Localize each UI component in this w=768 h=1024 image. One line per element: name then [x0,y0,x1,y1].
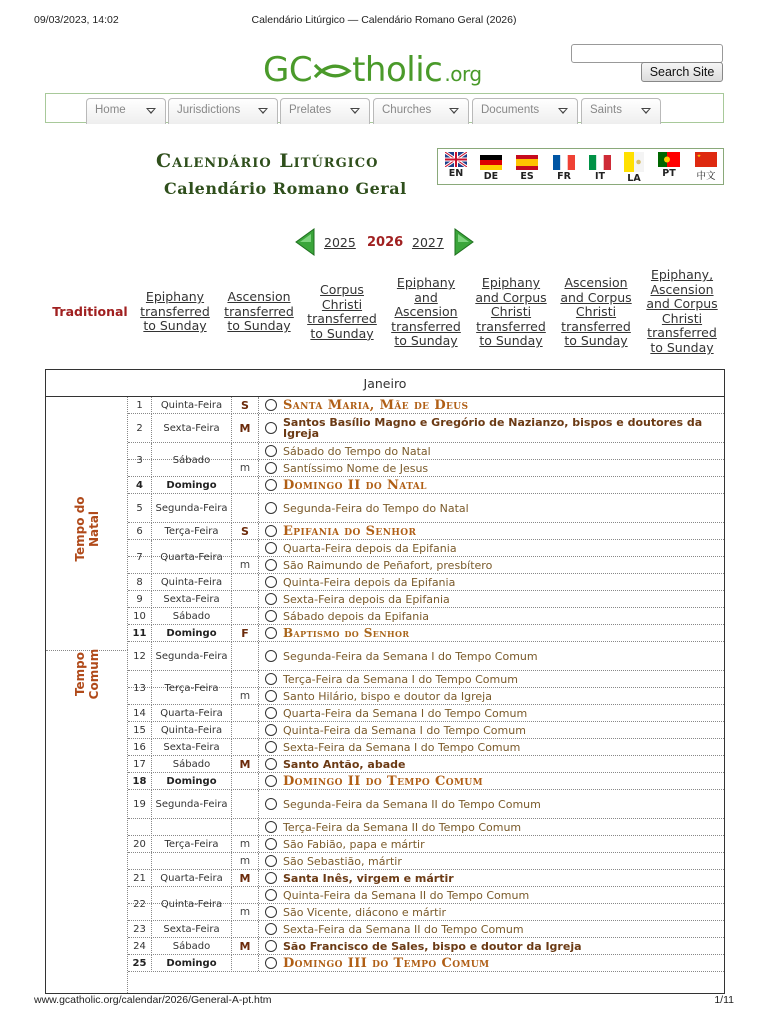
liturgical-color-circle-icon [265,542,277,554]
rank-code: m [232,853,259,869]
liturgical-color-circle-icon [265,923,277,935]
weekday: Domingo [152,773,232,790]
lang-code: 中文 [696,171,716,182]
celebration-name[interactable]: Sábado depois da Epifania [283,609,429,623]
rank-code: m [232,460,259,476]
weekday: Segunda-Feira [152,790,232,819]
rank-code: m [232,836,259,852]
season-christmas [46,397,128,650]
liturgical-color-circle-icon [265,593,277,605]
date-number: 23 [128,921,152,938]
year-current: 2026 [367,235,404,250]
weekday: Terça-Feira [152,523,232,540]
weekday: Sexta-Feira [152,591,232,608]
variant-epiphany-link[interactable]: Epiphany transferred to Sunday [140,289,210,334]
year-prev-link[interactable]: 2025 [324,235,356,250]
liturgical-color-circle-icon [265,889,277,901]
calendar-row [128,523,724,540]
rank-code: m [232,904,259,920]
liturgical-color-circle-icon [265,502,277,514]
nav-label: Jurisdictions [177,104,241,116]
page-title: Calendário Litúrgico [156,150,379,172]
calendar-row [128,671,724,694]
celebration-name[interactable]: Terça-Feira da Semana I do Tempo Comum [283,672,518,686]
celebration-name[interactable]: Santo Antão, abade [283,757,406,771]
nav-label: Prelates [289,104,332,116]
date-number: 6 [128,523,152,540]
rank-code: M [232,870,259,886]
chevron-down-icon [350,108,360,114]
rank-code: M [232,756,259,772]
rank-code [232,494,259,522]
celebration-cell[interactable] [259,477,724,493]
rank-code [232,671,259,687]
rank-code: S [232,397,259,413]
previous-year-arrow-icon[interactable] [294,228,316,256]
variant-corpus-christi-link[interactable]: Corpus Christi transferred to Sunday [307,282,377,341]
celebration-name[interactable]: Domingo II do Tempo Comum [283,773,484,789]
logo-text-right: tholic [352,50,443,90]
date-number: 17 [128,756,152,773]
liturgical-color-circle-icon [265,445,277,457]
date-number: 14 [128,705,152,722]
nav-jurisdictions[interactable] [168,98,278,124]
rank-code: S [232,523,259,539]
celebration-cell[interactable] [259,938,724,954]
lang-code: DE [483,171,499,182]
weekday: Domingo [152,625,232,642]
celebration-cell[interactable] [259,853,724,869]
weekday: Quinta-Feira [152,397,232,414]
chevron-down-icon [258,108,268,114]
date-number: 25 [128,955,152,972]
chevron-down-icon [558,108,568,114]
date-number: 1 [128,397,152,414]
celebration-cell[interactable] [259,722,724,738]
rank-code [232,443,259,459]
celebration-cell[interactable] [259,819,724,835]
china-flag-icon [695,152,717,167]
date-number: 8 [128,574,152,591]
rank-code [232,887,259,903]
celebration-cell[interactable] [259,790,724,818]
rank-code [232,540,259,556]
logo-org: .org [444,62,482,86]
celebration-name[interactable]: Quinta-Feira da Semana I do Tempo Comum [283,723,526,737]
celebration-name[interactable]: São Francisco de Sales, bispo e doutor da Igreja [283,939,582,953]
liturgical-color-circle-icon [265,690,277,702]
weekday: Quinta-Feira [152,722,232,739]
celebration-name[interactable]: São Sebastião, mártir [283,854,402,868]
weekday: Domingo [152,477,232,494]
date-number: 7 [128,540,152,574]
weekday: Quinta-Feira [152,574,232,591]
liturgical-color-circle-icon [265,775,277,787]
liturgical-color-circle-icon [265,627,277,639]
rank-code [232,574,259,590]
calendar-table [45,369,725,994]
liturgical-color-circle-icon [265,673,277,685]
celebration-name[interactable]: Santa Maria, Mãe de Deus [283,397,469,413]
liturgical-color-circle-icon [265,957,277,969]
weekday: Sexta-Feira [152,739,232,756]
celebration-name[interactable]: Domingo II do Natal [283,477,427,493]
celebration-name[interactable]: Santos Basílio Magno e Gregório de Nazianzo, bispos e doutores da Igreja [283,416,703,440]
variant-ascension-link[interactable]: Ascension transferred to Sunday [224,289,294,334]
season-ordinary [46,650,128,994]
nav-label: Churches [382,104,432,116]
celebration-name[interactable]: Santíssimo Nome de Jesus [283,461,429,475]
weekday: Sexta-Feira [152,921,232,938]
liturgical-color-circle-icon [265,798,277,810]
rank-code [232,790,259,818]
lang-de[interactable] [476,155,506,182]
celebration-cell[interactable] [259,671,724,687]
weekday: Quinta-Feira [152,887,232,921]
season-label: Tempo Comum [73,648,101,700]
calendar-row [128,397,724,414]
season-label: Tempo do Natal [73,496,101,562]
weekday: Quarta-Feira [152,540,232,574]
calendar-row [128,705,724,722]
liturgical-color-circle-icon [265,610,277,622]
celebration-cell[interactable] [259,625,724,641]
variant-traditional: Traditional [52,304,128,319]
nav-churches[interactable] [373,98,469,124]
celebration-cell[interactable] [259,705,724,721]
print-datetime: 09/03/2023, 14:02 [34,14,119,26]
weekday: Terça-Feira [152,671,232,705]
next-year-arrow-icon[interactable] [453,228,475,256]
calendar-row [128,756,724,773]
print-page-number: 1/11 [714,994,734,1006]
lang-code: IT [594,171,605,182]
print-url: www.gcatholic.org/calendar/2026/General-A-pt.htm [34,994,272,1006]
rank-code [232,642,259,670]
celebration-name[interactable]: São Raimundo de Peñafort, presbítero [283,558,493,572]
celebration-name[interactable]: Baptismo do Senhor [283,625,410,640]
germany-flag-icon [480,155,502,170]
celebration-cell[interactable] [259,397,724,413]
celebration-cell[interactable] [259,642,724,670]
vatican-flag-icon [624,152,644,172]
celebration-name[interactable]: Santo Hilário, bispo e doutor da Igreja [283,689,492,703]
nav-home[interactable] [86,98,166,124]
weekday: Sexta-Feira [152,414,232,443]
lang-it[interactable] [585,155,615,182]
print-doc-title: Calendário Litúrgico — Calendário Romano Geral (2026) [251,14,517,26]
spain-flag-icon [516,155,538,170]
liturgical-color-circle-icon [265,462,277,474]
celebration-cell[interactable] [259,608,724,624]
nav-label: Home [95,104,126,116]
weekday: Quarta-Feira [152,870,232,887]
site-logo[interactable] [263,50,482,94]
celebration-cell[interactable] [259,773,724,789]
rank-code [232,921,259,937]
celebration-name[interactable]: Segunda-Feira do Tempo do Natal [283,501,469,515]
calendar-row [128,887,724,910]
celebration-cell[interactable] [259,921,724,937]
liturgical-color-circle-icon [265,821,277,833]
celebration-name[interactable]: Quarta-Feira da Semana I do Tempo Comum [283,706,528,720]
celebration-name[interactable]: Santa Inês, virgem e mártir [283,871,454,885]
date-number: 12 [128,642,152,671]
liturgical-color-circle-icon [265,724,277,736]
date-number: 10 [128,608,152,625]
celebration-cell[interactable] [259,887,724,903]
rank-code: m [232,557,259,573]
celebration-name[interactable]: Epifania do Senhor [283,523,417,539]
lang-code: EN [448,168,464,179]
date-number: 16 [128,739,152,756]
calendar-row [128,790,724,819]
liturgical-color-circle-icon [265,872,277,884]
calendar-row [128,870,724,887]
nav-prelates[interactable] [280,98,370,124]
liturgical-color-circle-icon [265,741,277,753]
rank-code [232,773,259,789]
celebration-cell[interactable] [259,955,724,971]
date-number: 22 [128,887,152,921]
weekday: Sábado [152,443,232,477]
ichthys-icon [312,59,352,83]
liturgical-color-circle-icon [265,838,277,850]
rank-code [232,477,259,493]
celebration-cell[interactable] [259,836,724,852]
logo-text-left: GC [263,50,313,90]
lang-es[interactable] [512,155,542,182]
search-input[interactable] [571,44,723,63]
date-number: 3 [128,443,152,477]
calendar-row [128,494,724,523]
weekday: Sábado [152,756,232,773]
uk-flag-icon [445,152,467,167]
italy-flag-icon [589,155,611,170]
weekday: Sábado [152,938,232,955]
rank-code [232,591,259,607]
liturgical-color-circle-icon [265,855,277,867]
celebration-name[interactable]: São Fabião, papa e mártir [283,837,425,851]
celebration-cell[interactable] [259,557,724,573]
celebration-cell[interactable] [259,443,724,459]
rank-code [232,722,259,738]
weekday: Segunda-Feira [152,494,232,523]
lang-zh[interactable] [691,152,721,182]
calendar-variants [0,268,768,358]
rank-code [232,819,259,835]
celebration-cell[interactable] [259,688,724,704]
nav-label: Documents [481,104,540,116]
year-navigation [0,228,768,258]
rank-code: M [232,938,259,954]
lang-la[interactable] [619,152,649,184]
nav-saints[interactable] [581,98,661,124]
celebration-name[interactable]: Sexta-Feira da Semana I do Tempo Comum [283,740,521,754]
rank-code: m [232,688,259,704]
calendar-row [128,773,724,790]
calendar-row [128,477,724,494]
year-next-link[interactable]: 2027 [412,235,444,250]
celebration-cell[interactable] [259,591,724,607]
date-number: 9 [128,591,152,608]
calendar-row [128,955,724,972]
search-site-button[interactable]: Search Site [641,62,723,82]
celebration-name[interactable]: Sexta-Feira depois da Epifania [283,592,450,606]
chevron-down-icon [449,108,459,114]
celebration-cell[interactable] [259,904,724,920]
date-number: 20 [128,819,152,870]
calendar-row [128,608,724,625]
calendar-row [128,921,724,938]
rank-code: F [232,625,259,641]
date-number: 4 [128,477,152,494]
celebration-cell[interactable] [259,523,724,539]
weekday: Quarta-Feira [152,705,232,722]
liturgical-color-circle-icon [265,906,277,918]
liturgical-color-circle-icon [265,940,277,952]
variant-all-transferred-link[interactable]: Epiphany, Ascension and Corpus Christi transferred to Sunday [646,267,718,355]
rank-code [232,608,259,624]
calendar-row [128,739,724,756]
calendar-row [128,414,724,443]
celebration-name[interactable]: Sábado do Tempo do Natal [283,444,431,458]
weekday: Sábado [152,608,232,625]
celebration-cell[interactable] [259,540,724,556]
celebration-name[interactable]: Quarta-Feira depois da Epifania [283,541,457,555]
language-selector [437,148,724,185]
rank-code [232,705,259,721]
nav-documents[interactable] [472,98,578,124]
nav-label: Saints [590,104,622,116]
celebration-cell[interactable] [259,414,724,442]
liturgical-color-circle-icon [265,559,277,571]
chevron-down-icon [641,108,651,114]
celebration-cell[interactable] [259,756,724,772]
celebration-cell[interactable] [259,574,724,590]
rank-code [232,739,259,755]
date-number: 19 [128,790,152,819]
weekday: Terça-Feira [152,819,232,870]
liturgical-color-circle-icon [265,422,277,434]
date-number: 13 [128,671,152,705]
celebration-name[interactable]: Quinta-Feira depois da Epifania [283,575,456,589]
lang-code: LA [627,173,641,184]
celebration-cell[interactable] [259,460,724,476]
month-header: Janeiro [46,370,724,397]
celebration-name[interactable]: Segunda-Feira da Semana II do Tempo Comum [283,797,541,811]
lang-pt[interactable] [654,152,684,179]
celebration-name[interactable]: Domingo III do Tempo Comum [283,955,490,971]
celebration-name[interactable]: São Vicente, diácono e mártir [283,905,447,919]
calendar-row [128,722,724,739]
calendar-row [128,938,724,955]
celebration-cell[interactable] [259,494,724,522]
portugal-flag-icon [658,152,680,167]
celebration-name[interactable]: Terça-Feira da Semana II do Tempo Comum [283,820,522,834]
liturgical-color-circle-icon [265,479,277,491]
celebration-cell[interactable] [259,739,724,755]
date-number: 21 [128,870,152,887]
variant-epiphany-corpus-link[interactable]: Epiphany and Corpus Christi transferred to Sunday [475,275,547,349]
rank-code: M [232,414,259,442]
rank-code [232,955,259,971]
date-number: 15 [128,722,152,739]
liturgical-color-circle-icon [265,576,277,588]
liturgical-color-circle-icon [265,399,277,411]
calendar-row [128,574,724,591]
lang-code: FR [557,171,571,182]
liturgical-color-circle-icon [265,707,277,719]
lang-fr[interactable] [549,155,579,182]
page-subtitle: Calendário Romano Geral [164,179,407,198]
celebration-name[interactable]: Segunda-Feira da Semana I do Tempo Comum [283,649,538,663]
liturgical-color-circle-icon [265,758,277,770]
liturgical-color-circle-icon [265,525,277,537]
date-number: 5 [128,494,152,523]
france-flag-icon [553,155,575,170]
lang-code: PT [662,168,676,179]
lang-code: ES [520,171,534,182]
date-number: 24 [128,938,152,955]
celebration-cell[interactable] [259,870,724,886]
calendar-row [128,642,724,671]
date-number: 2 [128,414,152,443]
chevron-down-icon [146,108,156,114]
lang-en[interactable] [441,152,471,179]
variant-epiphany-ascension-link[interactable]: Epiphany and Ascension transferred to Sunday [391,275,461,349]
date-number: 11 [128,625,152,642]
date-number: 18 [128,773,152,790]
main-navigation [45,93,724,123]
calendar-row [128,443,724,466]
calendar-row [128,625,724,642]
celebration-name[interactable]: Quinta-Feira da Semana II do Tempo Comum [283,888,530,902]
weekday: Segunda-Feira [152,642,232,671]
celebration-name[interactable]: Sexta-Feira da Semana II do Tempo Comum [283,922,524,936]
calendar-row [128,591,724,608]
calendar-row [128,540,724,563]
weekday: Domingo [152,955,232,972]
liturgical-color-circle-icon [265,650,277,662]
variant-ascension-corpus-link[interactable]: Ascension and Corpus Christi transferred to Sunday [560,275,632,349]
